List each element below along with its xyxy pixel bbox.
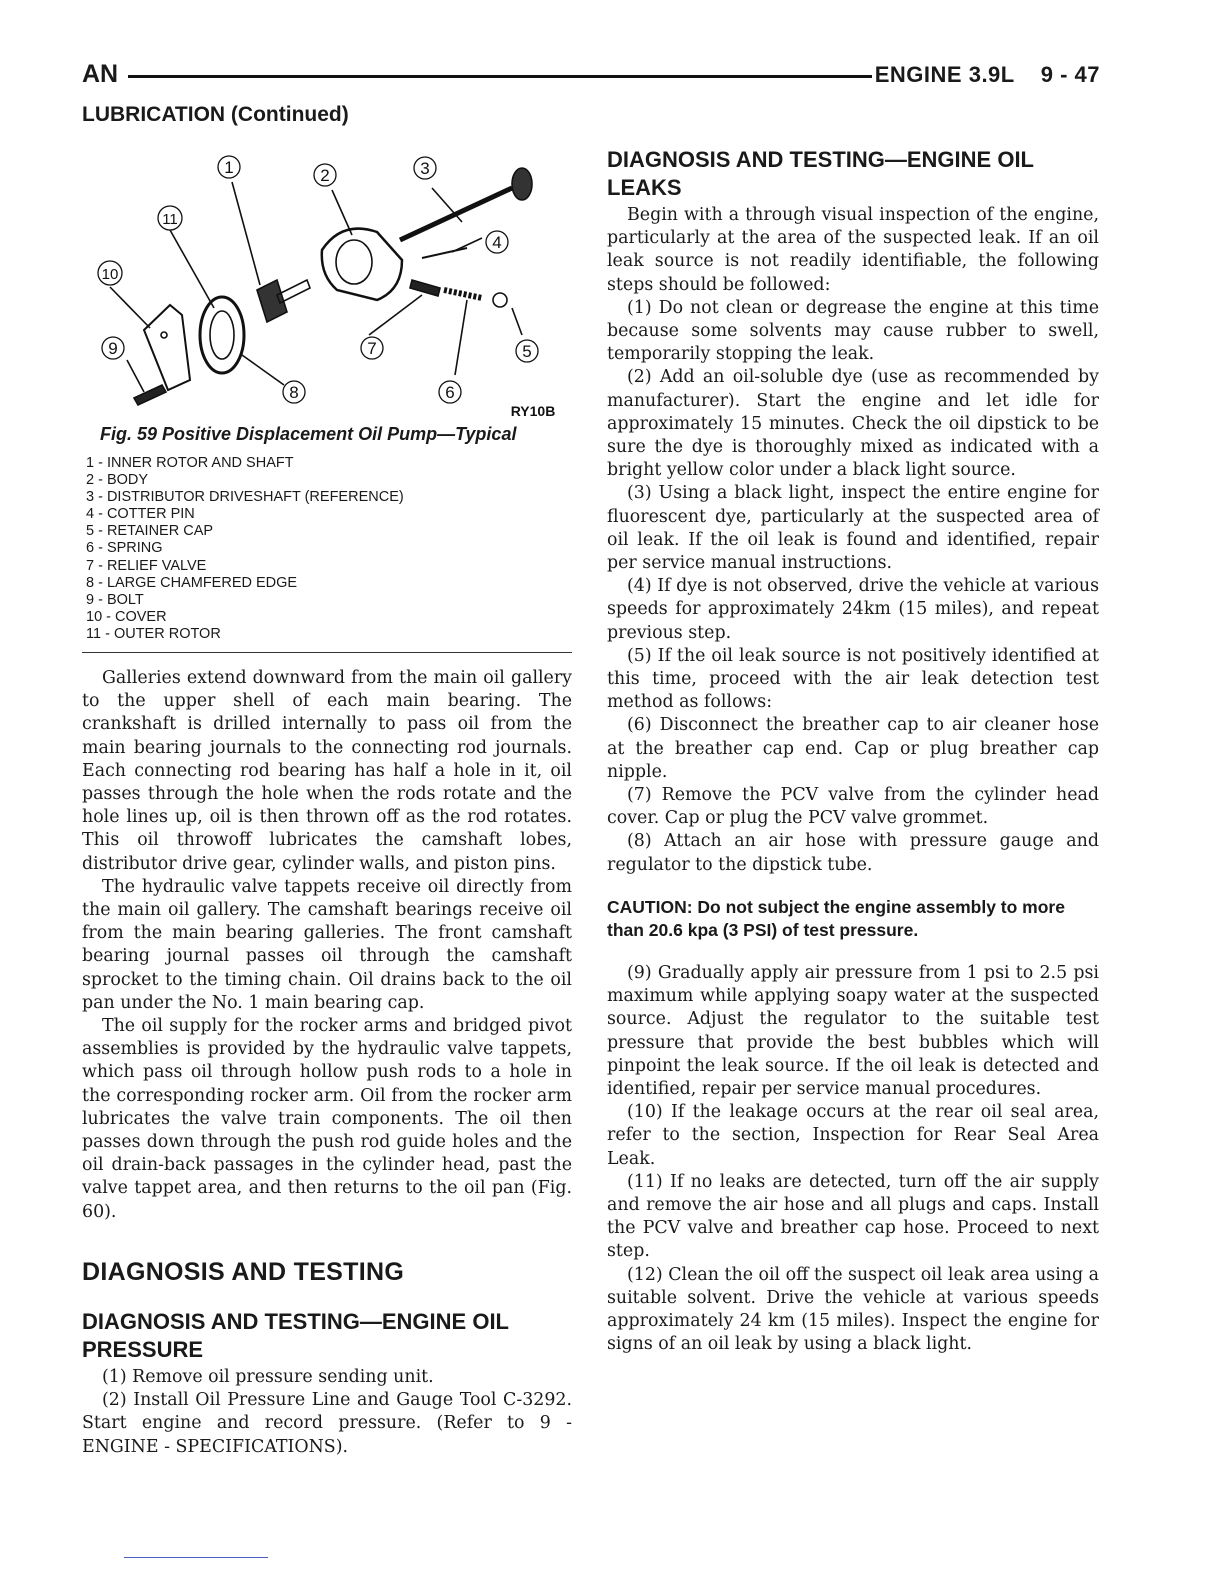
figure-code: RY10B xyxy=(510,403,556,419)
callout-7 xyxy=(361,337,383,359)
oil-leaks-steps-b xyxy=(607,962,1099,1356)
step: (8) Attach an air hose with pressure gauge and regulator to the dipstick tube. xyxy=(607,831,1099,875)
oil-leaks-heading: DIAGNOSIS AND TESTING—ENGINE OIL LEAKS xyxy=(607,147,1034,200)
legend-item: 5 - RETAINER CAP xyxy=(86,523,214,540)
step: (2) Add an oil-soluble dye (use as recommended by manufacturer). Start the engine and let idle for approximately 15 minutes. Check the oil dipstick to be sure the dye is thoroughly mixed as indicated with a bright yellow color under a black light source. xyxy=(607,367,1099,481)
svg-text:8: 8 xyxy=(289,383,299,402)
step: (3) Using a black light, inspect the entire engine for fluorescent dye, particularly at the suspected area of oil leak. If the oil leak is found and identified, repair per service manual instructions. xyxy=(607,483,1099,574)
svg-text:9: 9 xyxy=(108,339,118,358)
svg-text:5: 5 xyxy=(522,342,532,361)
callout-3 xyxy=(414,157,436,179)
svg-text:7: 7 xyxy=(367,339,377,358)
figure-legend xyxy=(86,455,404,643)
callout-1 xyxy=(218,156,240,178)
step: (1) Remove oil pressure sending unit. xyxy=(102,1367,434,1387)
paragraph: The oil supply for the rocker arms and bridged pivot assemblies is provided by the hydraulic valve tappets, which pass oil through hollow push rods to a hole in the corresponding rocker arm. Oil from the rocker arm lubricates the valve train components. The oil then passes down through the push rod guide holes and the oil drain-back passages in the cylinder head, past the valve tappet area, and then returns to the oil pan (Fig. 60). xyxy=(82,1016,572,1222)
legend-item: 7 - RELIEF VALVE xyxy=(86,557,207,574)
step: (4) If dye is not observed, drive the vehicle at various speeds for approximately 24km (15 miles), and repeat previous step. xyxy=(607,576,1099,643)
legend-item: 2 - BODY xyxy=(86,472,149,489)
step: (1) Do not clean or degrease the engine at this time because some solvents may cause rubber to swell, temporarily stopping the leak. xyxy=(607,297,1099,365)
header-section-code: AN xyxy=(82,60,119,88)
footer-rule xyxy=(124,1557,268,1558)
oil-pressure-steps xyxy=(82,1366,572,1459)
step: (9) Gradually apply air pressure from 1 psi to 2.5 psi maximum while applying soapy water at the suspected source. Adjust the regulator to the suitable test pressure that provide the best bubbles which will pinpoint the leak source. If the oil leak is detected and identified, repair per service manual procedures. xyxy=(607,963,1099,1100)
figure-caption: Fig. 59 Positive Displacement Oil Pump—Typical xyxy=(100,424,517,444)
svg-text:3: 3 xyxy=(420,159,430,178)
step: (2) Install Oil Pressure Line and Gauge Tool C-3292. Start engine and record pressure. (Refer to 9 - ENGINE - SPECIFICATIONS). xyxy=(82,1390,572,1457)
svg-text:10: 10 xyxy=(101,266,119,283)
legend-item: 1 - INNER ROTOR AND SHAFT xyxy=(86,455,294,471)
header-title: ENGINE 3.9L xyxy=(874,62,1015,87)
step: (5) If the oil leak source is not positively identified at this time, proceed with the air leak detection test method as follows: xyxy=(607,645,1099,713)
page-number: 9 - 47 xyxy=(1040,62,1100,87)
callout-2 xyxy=(314,164,336,186)
step: (12) Clean the oil off the suspect oil leak area using a suitable solvent. Drive the vehicle at various speeds approximately 24 km (15 miles). Inspect the engine for signs of an oil leak by using a black light. xyxy=(607,1264,1099,1355)
legend-item: 6 - SPRING xyxy=(86,540,163,557)
svg-text:6: 6 xyxy=(445,383,455,402)
step: (7) Remove the PCV valve from the cylinder head cover. Cap or plug the PCV valve grommet. xyxy=(607,785,1099,829)
paragraph: Galleries extend downward from the main oil gallery to the upper shell of each main bearing. The crankshaft is drilled internally to pass oil from the main bearing journals to the connecting rod journals. Each connecting rod bearing has half a hole in it, oil passes through the hole when the rods rotate and the hole lines up, oil is then thrown off as the rod rotates. This oil throwoff lubricates the camshaft lobes, distributor drive gear, cylinder walls, and piston pins. xyxy=(82,668,572,874)
svg-text:4: 4 xyxy=(492,233,502,252)
callout-6 xyxy=(439,381,461,403)
legend-item: 11 - OUTER ROTOR xyxy=(86,625,221,642)
callout-8 xyxy=(283,381,305,403)
legend-item: 3 - DISTRIBUTOR DRIVESHAFT (REFERENCE) xyxy=(86,489,404,506)
svg-text:1: 1 xyxy=(224,158,234,177)
oil-pump-diagram xyxy=(82,140,572,425)
step: (11) If no leaks are detected, turn off the air supply and remove the air hose and all plugs and caps. Install the PCV valve and breather cap hose. Proceed to next step. xyxy=(607,1171,1099,1262)
header-right xyxy=(875,62,1100,88)
figure-divider xyxy=(82,652,572,653)
legend-item: 8 - LARGE CHAMFERED EDGE xyxy=(86,574,298,591)
oil-leaks-steps-a xyxy=(607,204,1099,877)
caution-note: CAUTION: Do not subject the engine assembly to more than 20.6 kpa (3 PSI) of test pressure. xyxy=(607,897,1065,940)
header-rule xyxy=(128,75,872,78)
callout-5 xyxy=(516,340,538,362)
step: (10) If the leakage occurs at the rear oil seal area, refer to the section, Inspection for Rear Seal Area Leak. xyxy=(607,1102,1099,1169)
svg-text:11: 11 xyxy=(162,211,178,228)
paragraph: The hydraulic valve tappets receive oil directly from the main oil gallery. The camshaft bearings receive oil from the main bearing galleries. The front camshaft bearing journal passes oil through the camshaft sprocket to the timing chain. Oil drains back to the oil pan under the No. 1 main bearing cap. xyxy=(82,876,572,1013)
callout-4 xyxy=(486,231,508,253)
callout-9 xyxy=(102,337,124,359)
legend-item: 4 - COTTER PIN xyxy=(86,506,195,523)
legend-item: 9 - BOLT xyxy=(86,591,144,608)
callout-10 xyxy=(98,261,122,285)
oil-pressure-heading: DIAGNOSIS AND TESTING—ENGINE OIL PRESSURE xyxy=(82,1309,509,1362)
lubrication-body xyxy=(82,667,572,1224)
section-continued-heading: LUBRICATION (Continued) xyxy=(82,103,349,126)
callout-11 xyxy=(158,206,182,230)
legend-item: 10 - COVER xyxy=(86,608,167,625)
svg-text:2: 2 xyxy=(320,166,330,185)
diagnosis-heading: DIAGNOSIS AND TESTING xyxy=(82,1258,405,1286)
intro: Begin with a through visual inspection of the engine, particularly at the area of the suspected leak. If an oil leak source is not readily identifiable, the following steps should be followed: xyxy=(607,205,1099,295)
step: (6) Disconnect the breather cap to air cleaner hose at the breather cap end. Cap or plug breather cap nipple. xyxy=(607,715,1099,782)
